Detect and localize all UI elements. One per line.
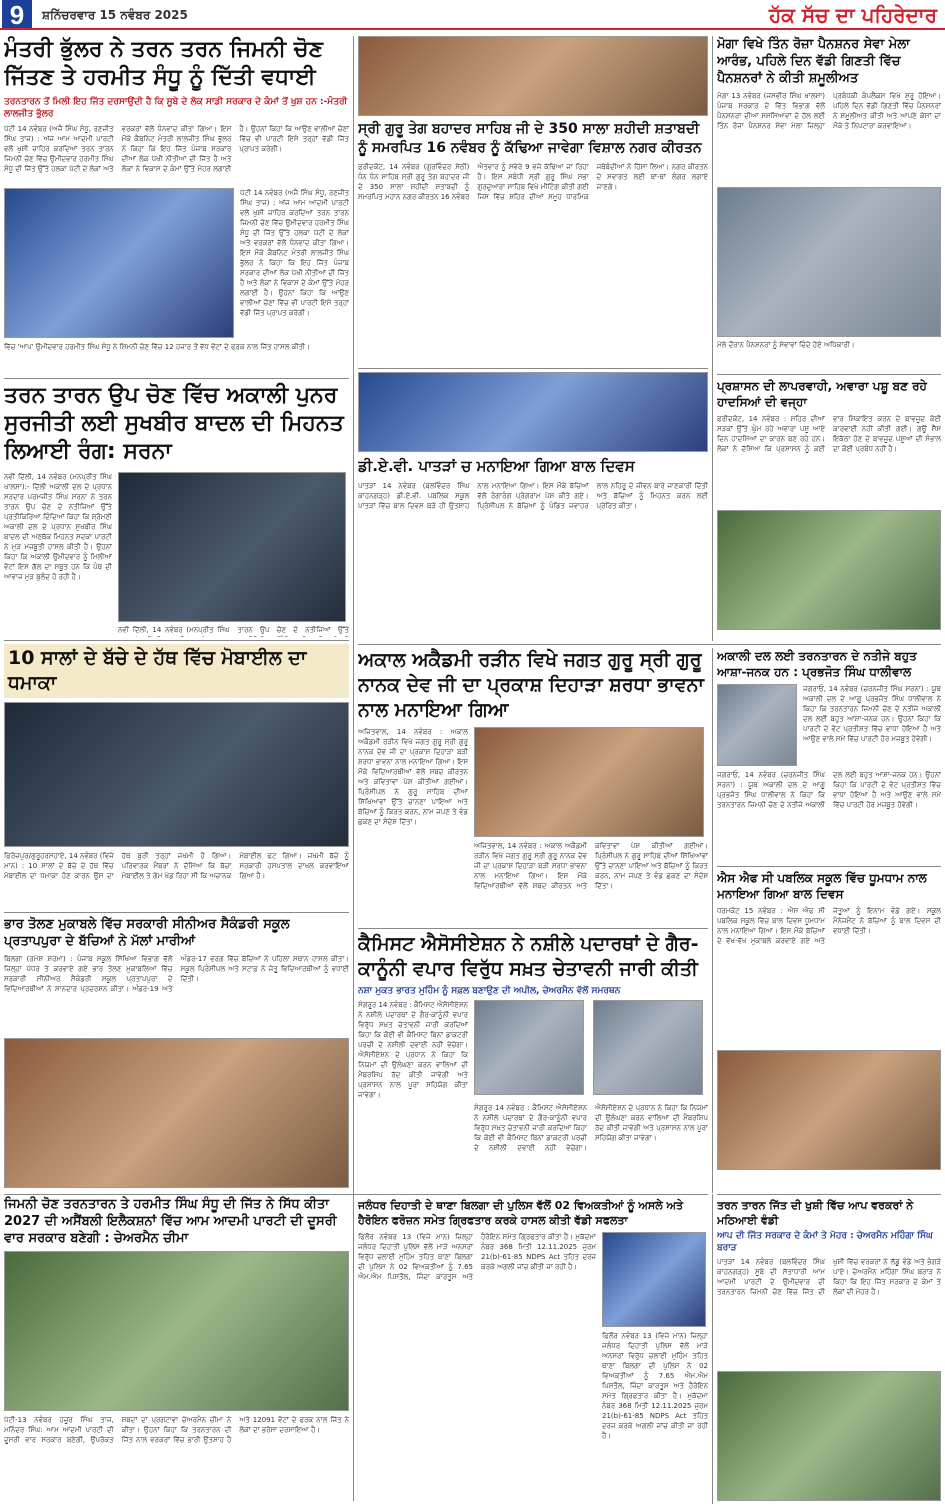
story-pensioner-mela bbox=[717, 36, 941, 371]
story-cheema-photo bbox=[4, 1251, 349, 1411]
story-aap-kicker: ਆਪ ਦੀ ਜਿੱਤ ਸਰਕਾਰ ਦੇ ਕੰਮਾਂ ਤੇ ਮੋਹਰ : ਚੇਅਰਮੈਨ ਮਹਿੰਗਾ ਸਿੰਘ ਬਰਾੜ bbox=[717, 1231, 933, 1253]
newspaper-logo bbox=[769, 0, 937, 30]
story-bhullar-body: ਪੱਟੀ 14 ਨਵੰਬਰ (ਅਜੈ ਸਿੰਘ ਸੰਧੂ, ਰਣਜੀਤ ਸਿੰਘ ਤਾਜ) : ਅੱਜ ਆਮ ਆਦਮੀ ਪਾਰਟੀ ਵਲੋਂ ਖੁਸ਼ੀ ਜ਼ਾਹਿਰ ਕਰਦਿਆਂ ਤਰਨ ਤਾਰਨ ਜਿਮਨੀ ਚੋਣ ਵਿੱਚ ਉਮੀਦਵਾਰ ਹਰਮੀਤ ਸਿੰਘ ਸੰਧੂ ਦੀ ਜਿੱਤ ਉੱਤੇ ਹਲਕਾ ਪੱਟੀ ਦੇ ਲੋਕਾਂ ਅਤੇ ਵਰਕਰਾਂ ਵੱਲੋਂ ਧੰਨਵਾਦ ਕੀਤਾ ਗਿਆ। ਇਸ ਮੌਕੇ ਕੈਬਨਿਟ ਮੰਤਰੀ ਲਾਲਜੀਤ ਸਿੰਘ ਭੁੱਲਰ ਨੇ ਕਿਹਾ ਕਿ ਇਹ ਜਿੱਤ ਪੰਜਾਬ ਸਰਕਾਰ ਦੀਆਂ ਲੋਕ ਪੱਖੀ ਨੀਤੀਆਂ ਦੀ ਜਿੱਤ ਹੈ ਅਤੇ ਲੋਕਾਂ ਨੇ ਵਿਕਾਸ ਦੇ ਕੰਮਾਂ ਉੱਤੇ ਮੋਹਰ ਲਗਾਈ ਹੈ। ਉਹਨਾਂ ਕਿਹਾ ਕਿ ਆਉਣ ਵਾਲੀਆਂ ਚੋਣਾਂ ਵਿੱਚ ਵੀ ਪਾਰਟੀ ਇਸੇ ਤਰ੍ਹਾਂ ਵੱਡੀ ਜਿੱਤ ਪ੍ਰਾਪਤ ਕਰੇਗੀ। bbox=[4, 125, 349, 173]
story-nagar-kirtan-headline: ਸ੍ਰੀ ਗੁਰੂ ਤੇਗ ਬਹਾਦਰ ਸਾਹਿਬ ਜੀ ਦੇ 350 ਸਾਲਾ ਸ਼ਹੀਦੀ ਸ਼ਤਾਬਦੀ ਨੂੰ ਸਮਰਪਿਤ 16 ਨਵੰਬਰ ਨੂੰ ਕੱਢਿਆ ਜਾਵੇਗਾ ਵਿਸ਼ਾਲ ਨਗਰ ਕੀਰਤਨ bbox=[358, 121, 702, 156]
story-cheema-body: ਪੱਟੀ-13 ਨਵੰਬਰ ਹਜ਼ੂਰ ਸਿੰਘ ਤਾਜ, ਮਨਿੰਦਰ ਸਿੰਘ: ਆਮ ਆਦਮੀ ਪਾਰਟੀ ਦੀ ਦੂਸਰੀ ਵਾਰ ਸਰਕਾਰ ਬਣੇਗੀ, ਉਪਰੋਕਤ ਸ਼ਬਦਾਂ ਦਾ ਪ੍ਰਗਟਾਵਾ ਚੇਅਰਮੈਨ ਚੀਮਾ ਨੇ ਕੀਤਾ। ਉਹਨਾਂ ਕਿਹਾ ਕਿ ਤਰਨਤਾਰਨ ਦੀ ਜਿੱਤ ਨਾਲ ਵਰਕਰਾਂ ਵਿੱਚ ਭਾਰੀ ਉਤਸ਼ਾਹ ਹੈ ਅਤੇ 12091 ਵੋਟਾਂ ਦੇ ਫਰਕ ਨਾਲ ਜਿੱਤ ਨੇ ਲੋਕਾਂ ਦਾ ਭਰੋਸਾ ਦਰਸਾਇਆ ਹੈ। bbox=[4, 1416, 349, 1444]
story-bhullar-caption: ਵਿੱਚ 'ਆਪ' ਉਮੀਦਵਾਰ ਹਰਮੀਤ ਸਿੰਘ ਸੰਧੂ ਨੇ ਸ਼ਿਮਨੀ ਚੋਣ ਵਿੱਚ 12 ਹਜ਼ਾਰ ਤੋਂ ਵੱਧ ਵੋਟਾਂ ਦੇ ਫਰਕ ਨਾਲ ਜਿੱਤ ਹਾਸਲ ਕੀਤੀ। bbox=[4, 343, 310, 351]
story-aap-body: ਪਾਤੜਾਂ 14 ਨਵੰਬਰ (ਬਲਵਿੰਦਰ ਸਿੰਘ ਕਾਹਨਗੜ੍ਹ) ਸੂਬੇ ਦੀ ਸੱਤਾਧਾਰੀ ਆਮ ਆਦਮੀ ਪਾਰਟੀ ਦੇ ਉਮੀਦਵਾਰ ਦੀ ਤਰਨਤਾਰਨ ਜ਼ਿਮਨੀ ਚੋਣ ਵਿੱਚ ਜਿੱਤ ਦੀ ਖੁਸ਼ੀ ਵਿੱਚ ਵਰਕਰਾਂ ਨੇ ਲੱਡੂ ਵੰਡੇ ਅਤੇ ਭੰਗੜੇ ਪਾਏ। ਚੇਅਰਮੈਨ ਮਹਿੰਗਾ ਸਿੰਘ ਬਰਾੜ ਨੇ ਕਿਹਾ ਕਿ ਇਹ ਜਿੱਤ ਸਰਕਾਰ ਦੇ ਕੰਮਾਂ ਤੇ ਲੋਕਾਂ ਦੀ ਮੋਹਰ ਹੈ। bbox=[717, 1258, 941, 1296]
story-police-body: ਫਿਲੌਰ ਨਵੰਬਰ 13 (ਵਿਜੇ ਮਾਨ) ਜ਼ਿਲ੍ਹਾ ਜਲੰਧਰ ਦਿਹਾਤੀ ਪੁਲਿਸ ਵੱਲੋਂ ਮਾੜੇ ਅਨਸਰਾਂ ਵਿਰੁੱਧ ਚਲਾਈ ਮੁਹਿੰਮ ਤਹਿਤ ਥਾਣਾ ਬਿਲਗਾ ਦੀ ਪੁਲਿਸ ਨੇ 02 ਵਿਅਕਤੀਆਂ ਨੂੰ 7.65 ਐਮ.ਐਮ ਪਿਸਤੌਲ, ਜਿੰਦਾ ਕਾਰਤੂਸ ਅਤੇ ਹੈਰੋਇਨ ਸਮੇਤ ਗ੍ਰਿਫਤਾਰ ਕੀਤਾ ਹੈ। ਮੁਕੱਦਮਾ ਨੰਬਰ 368 ਮਿਤੀ 12.11.2025 ਜੁਰਮ 21(b)-61-85 NDPS Act ਤਹਿਤ ਦਰਜ ਕਰਕੇ ਅਗਲੀ ਜਾਂਚ ਕੀਤੀ ਜਾ ਰਹੀ ਹੈ। bbox=[358, 1233, 596, 1281]
story-police-bilga bbox=[358, 1198, 708, 1502]
story-bhullar-kicker: ਤਰਨਤਾਰਨ ਤੋਂ ਮਿਲੀ ਇਹ ਜਿੱਤ ਦਰਸਾਉਂਦੀ ਹੈ ਕਿ ਸੂਬੇ ਦੇ ਲੋਕ ਸਾਡੀ ਸਰਕਾਰ ਦੇ ਕੰਮਾਂ ਤੋਂ ਖੁਸ਼ ਹਨ :-ਮੰਤਰੀ ਲਾਲਜੀਤ ਭੁੱਲਰ bbox=[4, 97, 348, 119]
story-bhullar-body-2: ਪੱਟੀ 14 ਨਵੰਬਰ (ਅਜੈ ਸਿੰਘ ਸੰਧੂ, ਰਣਜੀਤ ਸਿੰਘ ਤਾਜ) : ਅੱਜ ਆਮ ਆਦਮੀ ਪਾਰਟੀ ਵਲੋਂ ਖੁਸ਼ੀ ਜ਼ਾਹਿਰ ਕਰਦਿਆਂ ਤਰਨ ਤਾਰਨ ਜਿਮਨੀ ਚੋਣ ਵਿੱਚ ਉਮੀਦਵਾਰ ਹਰਮੀਤ ਸਿੰਘ ਸੰਧੂ ਦੀ ਜਿੱਤ ਉੱਤੇ ਹਲਕਾ ਪੱਟੀ ਦੇ ਲੋਕਾਂ ਅਤੇ ਵਰਕਰਾਂ ਵੱਲੋਂ ਧੰਨਵਾਦ ਕੀਤਾ ਗਿਆ। ਇਸ ਮੌਕੇ ਕੈਬਨਿਟ ਮੰਤਰੀ ਲਾਲਜੀਤ ਸਿੰਘ ਭੁੱਲਰ ਨੇ ਕਿਹਾ ਕਿ ਇਹ ਜਿੱਤ ਪੰਜਾਬ ਸਰਕਾਰ ਦੀਆਂ ਲੋਕ ਪੱਖੀ ਨੀਤੀਆਂ ਦੀ ਜਿੱਤ ਹੈ ਅਤੇ ਲੋਕਾਂ ਨੇ ਵਿਕਾਸ ਦੇ ਕੰਮਾਂ ਉੱਤੇ ਮੋਹਰ ਲਗਾਈ ਹੈ। ਉਹਨਾਂ ਕਿਹਾ ਕਿ ਆਉਣ ਵਾਲੀਆਂ ਚੋਣਾਂ ਵਿੱਚ ਵੀ ਪਾਰਟੀ ਇਸੇ ਤਰ੍ਹਾਂ ਵੱਡੀ ਜਿੱਤ ਪ੍ਰਾਪਤ ਕਰੇਗੀ। bbox=[240, 189, 349, 317]
story-dav-body: ਪਾਤੜਾਂ 14 ਨਵੰਬਰ (ਬਲਵਿੰਦਰ ਸਿੰਘ ਕਾਹਨਗੜ੍ਹ) ਡੀ.ਏ.ਵੀ. ਪਬਲਿਕ ਸਕੂਲ ਪਾਤੜਾਂ ਵਿੱਚ ਬਾਲ ਦਿਵਸ ਬੜੇ ਹੀ ਉਤਸ਼ਾਹ ਨਾਲ ਮਨਾਇਆ ਗਿਆ। ਇਸ ਮੌਕੇ ਬੱਚਿਆਂ ਵੱਲੋਂ ਰੰਗਾਰੰਗ ਪ੍ਰੋਗਰਾਮ ਪੇਸ਼ ਕੀਤੇ ਗਏ। ਪ੍ਰਿੰਸੀਪਲ ਨੇ ਬੱਚਿਆਂ ਨੂੰ ਪੰਡਿਤ ਜਵਾਹਰ ਲਾਲ ਨਹਿਰੂ ਦੇ ਜੀਵਨ ਬਾਰੇ ਜਾਣਕਾਰੀ ਦਿੱਤੀ ਅਤੇ ਬੱਚਿਆਂ ਨੂੰ ਮਿਹਨਤ ਕਰਨ ਲਈ ਪ੍ਰੇਰਿਤ ਕੀਤਾ। bbox=[358, 482, 708, 510]
brand-part-b: ਦਾ ਪਹਿਰੇਦਾਰ bbox=[835, 3, 937, 27]
story-dhaliwal-body: ਜਗਰਾਓਂ, 14 ਨਵੰਬਰ (ਚਰਨਜੀਤ ਸਿੰਘ ਸਰਨਾ) : ਯੂਥ ਅਕਾਲੀ ਦਲ ਦੇ ਆਗੂ ਪ੍ਰਭਜੋਤ ਸਿੰਘ ਧਾਲੀਵਾਲ ਨੇ ਕਿਹਾ ਕਿ ਤਰਨਤਾਰਨ ਜ਼ਿਮਨੀ ਚੋਣ ਦੇ ਨਤੀਜੇ ਅਕਾਲੀ ਦਲ ਲਈ ਬਹੁਤ ਆਸ਼ਾ-ਜਨਕ ਹਨ। ਉਹਨਾਂ ਕਿਹਾ ਕਿ ਪਾਰਟੀ ਦੇ ਵੋਟ ਪ੍ਰਤੀਸ਼ਤ ਵਿੱਚ ਵਾਧਾ ਹੋਇਆ ਹੈ ਅਤੇ ਆਉਣ ਵਾਲੇ ਸਮੇਂ ਵਿੱਚ ਪਾਰਟੀ ਹੋਰ ਮਜ਼ਬੂਤ ਹੋਵੇਗੀ। bbox=[803, 685, 941, 743]
story-police-photo bbox=[602, 1232, 706, 1327]
story-bhullar-photo bbox=[4, 188, 234, 338]
story-sarna-photo bbox=[118, 472, 346, 622]
story-sarna-headline: ਤਰਨ ਤਾਰਨ ਉਪ ਚੋਣ ਵਿੱਚ ਅਕਾਲੀ ਪੁਨਰ ਸੁਰਜੀਤੀ ਲਈ ਸੁਖਬੀਰ ਬਾਦਲ ਦੀ ਮਿਹਨਤ ਲਿਆਈ ਰੰਗ: ਸਰਨਾ bbox=[4, 383, 344, 464]
story-cheema-headline: ਜਿਮਨੀ ਚੋਣ ਤਰਨਤਾਰਨ ਤੇ ਹਰਮੀਤ ਸਿੰਘ ਸੰਧੂ ਦੀ ਜਿੱਤ ਨੇ ਸਿੱਧ ਕੀਤਾ 2027 ਦੀ ਅਸੈਂਬਲੀ ਇਲੈਕਸ਼ਨਾਂ ਵਿੱਚ ਆਮ ਆਦਮੀ ਪਾਰਟੀ ਦੀ ਦੂਸਰੀ ਵਾਰ ਸਰਕਾਰ ਬਣੇਗੀ : ਚੇਅਰਮੈਨ ਚੀਮਾ bbox=[4, 1197, 337, 1246]
story-dav-headline: ਡੀ.ਏ.ਵੀ. ਪਾਤੜਾਂ ਚ ਮਨਾਇਆ ਗਿਆ ਬਾਲ ਦਿਵਸ bbox=[358, 457, 635, 475]
story-aap-photo bbox=[717, 1371, 941, 1501]
story-bhullar bbox=[4, 36, 349, 376]
story-pensioner-headline: ਮੋਗਾ ਵਿਖੇ ਤਿੰਨ ਰੋਜ਼ਾ ਪੈਨਸ਼ਨਰ ਸੇਵਾ ਮੇਲਾ ਆਰੰਭ, ਪਹਿਲੇ ਦਿਨ ਵੱਡੀ ਗਿਣਤੀ ਵਿੱਚ ਪੈਨਸ਼ਨਰਾਂ ਨੇ ਕੀਤੀ ਸ਼ਮੂਲੀਅਤ bbox=[717, 37, 910, 86]
story-stray-cattle-headline: ਪ੍ਰਸ਼ਾਸਨ ਦੀ ਲਾਪਰਵਾਹੀ, ਅਵਾਰਾ ਪਸ਼ੂ ਬਣ ਰਹੇ ਹਾਦਸਿਆਂ ਦੀ ਵਜ੍ਹਾ bbox=[717, 379, 927, 409]
page-number: 9 bbox=[2, 0, 32, 30]
story-dav-photo bbox=[358, 372, 708, 452]
story-pensioner-photo bbox=[717, 187, 941, 337]
story-dhaliwal-body-2: ਜਗਰਾਓਂ, 14 ਨਵੰਬਰ (ਚਰਨਜੀਤ ਸਿੰਘ ਸਰਨਾ) : ਯੂਥ ਅਕਾਲੀ ਦਲ ਦੇ ਆਗੂ ਪ੍ਰਭਜੋਤ ਸਿੰਘ ਧਾਲੀਵਾਲ ਨੇ ਕਿਹਾ ਕਿ ਤਰਨਤਾਰਨ ਜ਼ਿਮਨੀ ਚੋਣ ਦੇ ਨਤੀਜੇ ਅਕਾਲੀ ਦਲ ਲਈ ਬਹੁਤ ਆਸ਼ਾ-ਜਨਕ ਹਨ। ਉਹਨਾਂ ਕਿਹਾ ਕਿ ਪਾਰਟੀ ਦੇ ਵੋਟ ਪ੍ਰਤੀਸ਼ਤ ਵਿੱਚ ਵਾਧਾ ਹੋਇਆ ਹੈ ਅਤੇ ਆਉਣ ਵਾਲੇ ਸਮੇਂ ਵਿੱਚ ਪਾਰਟੀ ਹੋਰ ਮਜ਼ਬੂਤ ਹੋਵੇਗੀ। bbox=[717, 771, 941, 809]
story-weightlifting bbox=[4, 916, 349, 1191]
story-nagar-kirtan bbox=[358, 36, 708, 366]
story-cheema bbox=[4, 1196, 349, 1504]
story-stray-cattle bbox=[717, 378, 941, 638]
story-sarna-body-2: ਨਵੀਂ ਦਿੱਲੀ, 14 ਨਵੰਬਰ (ਮਨਪ੍ਰੀਤ ਸਿੰਘ ਤਾਰਨ ਉਪ ਚੋਣ ਦੇ ਨਤੀਜਿਆਂ ਉੱਤੇ bbox=[118, 626, 349, 634]
story-nagar-kirtan-body: ਫ਼ਰੀਦਕੋਟ, 14 ਨਵੰਬਰ (ਗੁਰਵਿੰਦਰ ਸੇਠੀ) ਧੰਨ ਧੰਨ ਸਾਹਿਬ ਸ੍ਰੀ ਗੁਰੂ ਤੇਗ ਬਹਾਦਰ ਜੀ ਦੇ 350 ਸਾਲਾ ਸ਼ਹੀਦੀ ਸ਼ਤਾਬਦੀ ਨੂੰ ਸਮਰਪਿਤ ਮਹਾਨ ਨਗਰ ਕੀਰਤਨ 16 ਨਵੰਬਰ ਐਤਵਾਰ ਨੂੰ ਸਵੇਰੇ 9 ਵਜੇ ਕੱਢਿਆ ਜਾ ਰਿਹਾ ਹੈ। ਇਸ ਸਬੰਧੀ ਸ੍ਰੀ ਗੁਰੂ ਸਿੰਘ ਸਭਾ ਗੁਰਦੁਆਰਾ ਸਾਹਿਬ ਵਿਖੇ ਮੀਟਿੰਗ ਕੀਤੀ ਗਈ ਜਿਸ ਵਿੱਚ ਸ਼ਹਿਰ ਦੀਆਂ ਸਮੂਹ ਧਾਰਮਿਕ ਜਥੇਬੰਦੀਆਂ ਨੇ ਹਿੱਸਾ ਲਿਆ। ਨਗਰ ਕੀਰਤਨ ਦੇ ਸਵਾਗਤ ਲਈ ਥਾਂ-ਥਾਂ ਲੰਗਰ ਲਗਾਏ ਜਾਣਗੇ। bbox=[358, 163, 708, 201]
story-chemist bbox=[358, 932, 708, 1190]
story-stray-cattle-body: ਫਰੀਦਕੋਟ, 14 ਨਵੰਬਰ : ਸ਼ਹਿਰ ਦੀਆਂ ਸੜਕਾਂ ਉੱਤੇ ਘੁੰਮ ਰਹੇ ਅਵਾਰਾ ਪਸ਼ੂ ਆਏ ਦਿਨ ਹਾਦਸਿਆਂ ਦਾ ਕਾਰਨ ਬਣ ਰਹੇ ਹਨ। ਲੋਕਾਂ ਨੇ ਦੱਸਿਆ ਕਿ ਪ੍ਰਸ਼ਾਸਨ ਨੂੰ ਕਈ ਵਾਰ ਸ਼ਿਕਾਇਤ ਕਰਨ ਦੇ ਬਾਵਜੂਦ ਕੋਈ ਕਾਰਵਾਈ ਨਹੀਂ ਕੀਤੀ ਗਈ। ਗਊ ਸੈੱਸ ਇਕੱਠਾ ਹੋਣ ਦੇ ਬਾਵਜੂਦ ਪਸ਼ੂਆਂ ਦੀ ਸੰਭਾਲ ਦਾ ਕੋਈ ਪ੍ਰਬੰਧ ਨਹੀਂ ਹੈ। bbox=[717, 415, 941, 453]
story-weightlifting-headline: ਭਾਰ ਤੋਲਣ ਮੁਕਾਬਲੇ ਵਿੱਚ ਸਰਕਾਰੀ ਸੀਨੀਅਰ ਸੈਕੰਡਰੀ ਸਕੂਲ ਪ੍ਰਤਾਪਪੁਰਾ ਦੇ ਬੱਚਿਆਂ ਨੇ ਮੱਲਾਂ ਮਾਰੀਆਂ bbox=[4, 917, 290, 949]
story-akal-headline: ਅਕਾਲ ਅਕੈਡਮੀ ਰੜੀਨ ਵਿਖੇ ਜਗਤ ਗੁਰੂ ਸ੍ਰੀ ਗੁਰੂ ਨਾਨਕ ਦੇਵ ਜੀ ਦਾ ਪ੍ਰਕਾਸ਼ ਦਿਹਾੜਾ ਸ਼ਰਧਾ ਭਾਵਨਾ ਨਾਲ ਮਨਾਇਆ ਗਿਆ bbox=[358, 649, 704, 721]
story-mobile-blast-photo bbox=[4, 702, 349, 847]
story-sarna-body: ਨਵੀਂ ਦਿੱਲੀ, 14 ਨਵੰਬਰ (ਮਨਪ੍ਰੀਤ ਸਿੰਘ ਖਾਲਸਾ):- ਦਿੱਲੀ ਅਕਾਲੀ ਦਲ ਦੇ ਪ੍ਰਧਾਨ ਸਰਦਾਰ ਪਰਮਜੀਤ ਸਿੰਘ ਸਰਨਾ ਨੇ ਤਰਨ ਤਾਰਨ ਉਪ ਚੋਣ ਦੇ ਨਤੀਜਿਆਂ ਉੱਤੇ ਪ੍ਰਤੀਕਿਰਿਆ ਦਿੰਦਿਆਂ ਕਿਹਾ ਕਿ ਸ਼੍ਰੋਮਣੀ ਅਕਾਲੀ ਦਲ ਦੇ ਪ੍ਰਧਾਨ ਸੁਖਬੀਰ ਸਿੰਘ ਬਾਦਲ ਦੀ ਅਣਥੱਕ ਮਿਹਨਤ ਸਦਕਾ ਪਾਰਟੀ ਨੇ ਮੁੜ ਮਜ਼ਬੂਤੀ ਹਾਸਲ ਕੀਤੀ ਹੈ। ਉਹਨਾਂ ਕਿਹਾ ਕਿ ਅਕਾਲੀ ਉਮੀਦਵਾਰ ਨੂੰ ਮਿਲੀਆਂ ਵੋਟਾਂ ਇਸ ਗੱਲ ਦਾ ਸਬੂਤ ਹਨ ਕਿ ਪੰਥ ਦੀ ਆਵਾਜ਼ ਮੁੜ ਬੁਲੰਦ ਹੋ ਰਹੀ ਹੈ। bbox=[4, 473, 112, 581]
story-weightlifting-body: ਬਿਲਗਾ (ਰਮੇਸ਼ ਸ਼ਰਮਾ) : ਪੰਜਾਬ ਸਕੂਲ ਸਿੱਖਿਆ ਵਿਭਾਗ ਵੱਲੋਂ ਜ਼ਿਲ੍ਹਾ ਪੱਧਰ ਤੇ ਕਰਵਾਏ ਗਏ ਭਾਰ ਤੋਲਣ ਮੁਕਾਬਲਿਆਂ ਵਿੱਚ ਸਰਕਾਰੀ ਸੀਨੀਅਰ ਸੈਕੰਡਰੀ ਸਕੂਲ ਪ੍ਰਤਾਪਪੁਰਾ ਦੇ ਵਿਦਿਆਰਥੀਆਂ ਨੇ ਸ਼ਾਨਦਾਰ ਪ੍ਰਦਰਸ਼ਨ ਕੀਤਾ। ਅੰਡਰ-19 ਅਤੇ ਅੰਡਰ-17 ਵਰਗ ਵਿੱਚ ਬੱਚਿਆਂ ਨੇ ਪਹਿਲਾ ਸਥਾਨ ਹਾਸਲ ਕੀਤਾ। ਸਕੂਲ ਪ੍ਰਿੰਸੀਪਲ ਅਤੇ ਸਟਾਫ਼ ਨੇ ਜੇਤੂ ਵਿਦਿਆਰਥੀਆਂ ਨੂੰ ਵਧਾਈ ਦਿੱਤੀ। bbox=[4, 955, 349, 993]
story-dhaliwal-portrait bbox=[717, 684, 797, 766]
story-weightlifting-photo bbox=[4, 1038, 349, 1188]
story-sfc-school bbox=[717, 870, 941, 1190]
story-akal-photo bbox=[474, 727, 704, 837]
story-nagar-kirtan-photo bbox=[358, 36, 708, 116]
story-akal-academy bbox=[358, 648, 708, 926]
story-dav-children-day bbox=[358, 372, 708, 642]
chemist-portrait-2 bbox=[593, 1000, 703, 1095]
story-aap-headline: ਤਰਨ ਤਾਰਨ ਜਿੱਤ ਦੀ ਖੁਸ਼ੀ ਵਿੱਚ ਆਪ ਵਰਕਰਾਂ ਨੇ ਮਠਿਆਈ ਵੰਡੀ bbox=[717, 1199, 914, 1227]
story-sarna bbox=[4, 382, 349, 637]
story-police-body-2: ਫਿਲੌਰ ਨਵੰਬਰ 13 (ਵਿਜੇ ਮਾਨ) ਜ਼ਿਲ੍ਹਾ ਜਲੰਧਰ ਦਿਹਾਤੀ ਪੁਲਿਸ ਵੱਲੋਂ ਮਾੜੇ ਅਨਸਰਾਂ ਵਿਰੁੱਧ ਚਲਾਈ ਮੁਹਿੰਮ ਤਹਿਤ ਥਾਣਾ ਬਿਲਗਾ ਦੀ ਪੁਲਿਸ ਨੇ 02 ਵਿਅਕਤੀਆਂ ਨੂੰ 7.65 ਐਮ.ਐਮ ਪਿਸਤੌਲ, ਜਿੰਦਾ ਕਾਰਤੂਸ ਅਤੇ ਹੈਰੋਇਨ ਸਮੇਤ ਗ੍ਰਿਫਤਾਰ ਕੀਤਾ ਹੈ। ਮੁਕੱਦਮਾ ਨੰਬਰ 368 ਮਿਤੀ 12.11.2025 ਜੁਰਮ 21(b)-61-85 NDPS Act ਤਹਿਤ ਦਰਜ ਕਰਕੇ ਅਗਲੀ ਜਾਂਚ ਕੀਤੀ ਜਾ ਰਹੀ ਹੈ। bbox=[602, 1332, 708, 1440]
story-mobile-blast-headline: 10 ਸਾਲਾਂ ਦੇ ਬੱਚੇ ਦੇ ਹੱਥ ਵਿੱਚ ਮੋਬਾਈਲ ਦਾ ਧਮਾਕਾ bbox=[4, 644, 349, 698]
story-chemist-headline: ਕੈਮਿਸਟ ਐਸੋਸੀਏਸ਼ਨ ਨੇ ਨਸ਼ੀਲੇ ਪਦਾਰਥਾਂ ਦੇ ਗੈਰ-ਕਾਨੂੰਨੀ ਵਪਾਰ ਵਿਰੁੱਧ ਸਖ਼ਤ ਚੇਤਾਵਨੀ ਜਾਰੀ ਕੀਤੀ bbox=[358, 933, 699, 980]
story-chemist-body: ਸੰਗਰੂਰ 14 ਨਵੰਬਰ : ਕੈਮਿਸਟ ਐਸੋਸੀਏਸ਼ਨ ਨੇ ਨਸ਼ੀਲੇ ਪਦਾਰਥਾਂ ਦੇ ਗੈਰ-ਕਾਨੂੰਨੀ ਵਪਾਰ ਵਿਰੁੱਧ ਸਖ਼ਤ ਚੇਤਾਵਨੀ ਜਾਰੀ ਕਰਦਿਆਂ ਕਿਹਾ ਕਿ ਕੋਈ ਵੀ ਕੈਮਿਸਟ ਬਿਨਾਂ ਡਾਕਟਰੀ ਪਰਚੀ ਦੇ ਨਸ਼ੀਲੀ ਦਵਾਈ ਨਹੀਂ ਵੇਚੇਗਾ। ਐਸੋਸੀਏਸ਼ਨ ਦੇ ਪ੍ਰਧਾਨ ਨੇ ਕਿਹਾ ਕਿ ਨਿਯਮਾਂ ਦੀ ਉਲੰਘਣਾ ਕਰਨ ਵਾਲਿਆਂ ਦੀ ਮੈਂਬਰਸ਼ਿਪ ਰੱਦ ਕੀਤੀ ਜਾਵੇਗੀ ਅਤੇ ਪ੍ਰਸ਼ਾਸਨ ਨਾਲ ਪੂਰਾ ਸਹਿਯੋਗ ਕੀਤਾ ਜਾਵੇਗਾ। bbox=[358, 1001, 468, 1099]
story-bhullar-headline: ਮੰਤਰੀ ਭੁੱਲਰ ਨੇ ਤਰਨ ਤਰਨ ਜਿਮਨੀ ਚੋਣ ਜਿੱਤਣ ਤੇ ਹਰਮੀਤ ਸੰਧੂ ਨੂੰ ਦਿੱਤੀ ਵਧਾਈ bbox=[4, 37, 323, 90]
masthead bbox=[0, 0, 945, 30]
story-aap-celebration bbox=[717, 1198, 941, 1502]
issue-date: ਸ਼ਨਿੱਚਰਵਾਰ 15 ਨਵੰਬਰ 2025 bbox=[42, 8, 188, 22]
story-akal-body-2: ਅਜਿਤਵਾਲ, 14 ਨਵੰਬਰ : ਅਕਾਲ ਅਕੈਡਮੀ ਰੜੀਨ ਵਿਖੇ ਜਗਤ ਗੁਰੂ ਸ੍ਰੀ ਗੁਰੂ ਨਾਨਕ ਦੇਵ ਜੀ ਦਾ ਪ੍ਰਕਾਸ਼ ਦਿਹਾੜਾ ਬੜੀ ਸ਼ਰਧਾ ਭਾਵਨਾ ਨਾਲ ਮਨਾਇਆ ਗਿਆ। ਇਸ ਮੌਕੇ ਵਿਦਿਆਰਥੀਆਂ ਵੱਲੋਂ ਸ਼ਬਦ ਕੀਰਤਨ ਅਤੇ ਕਵਿਤਾਵਾਂ ਪੇਸ਼ ਕੀਤੀਆਂ ਗਈਆਂ। ਪ੍ਰਿੰਸੀਪਲ ਨੇ ਗੁਰੂ ਸਾਹਿਬ ਦੀਆਂ ਸਿੱਖਿਆਵਾਂ ਉੱਤੇ ਚਾਨਣਾ ਪਾਇਆ ਅਤੇ ਬੱਚਿਆਂ ਨੂੰ ਕਿਰਤ ਕਰਨ, ਨਾਮ ਜਪਣ ਤੇ ਵੰਡ ਛਕਣ ਦਾ ਸੰਦੇਸ਼ ਦਿੱਤਾ। bbox=[474, 842, 708, 890]
story-chemist-byline: ਨਸ਼ਾ ਮੁਕਤ ਭਾਰਤ ਮੁਹਿੰਮ ਨੂੰ ਸਫ਼ਲ ਬਣਾਉਣ ਦੀ ਅਪੀਲ, ਚੇਅਰਮੈਨ ਵੱਲੋਂ ਸਮਰਥਨ bbox=[358, 986, 621, 996]
story-akal-body: ਅਜਿਤਵਾਲ, 14 ਨਵੰਬਰ : ਅਕਾਲ ਅਕੈਡਮੀ ਰੜੀਨ ਵਿਖੇ ਜਗਤ ਗੁਰੂ ਸ੍ਰੀ ਗੁਰੂ ਨਾਨਕ ਦੇਵ ਜੀ ਦਾ ਪ੍ਰਕਾਸ਼ ਦਿਹਾੜਾ ਬੜੀ ਸ਼ਰਧਾ ਭਾਵਨਾ ਨਾਲ ਮਨਾਇਆ ਗਿਆ। ਇਸ ਮੌਕੇ ਵਿਦਿਆਰਥੀਆਂ ਵੱਲੋਂ ਸ਼ਬਦ ਕੀਰਤਨ ਅਤੇ ਕਵਿਤਾਵਾਂ ਪੇਸ਼ ਕੀਤੀਆਂ ਗਈਆਂ। ਪ੍ਰਿੰਸੀਪਲ ਨੇ ਗੁਰੂ ਸਾਹਿਬ ਦੀਆਂ ਸਿੱਖਿਆਵਾਂ ਉੱਤੇ ਚਾਨਣਾ ਪਾਇਆ ਅਤੇ ਬੱਚਿਆਂ ਨੂੰ ਕਿਰਤ ਕਰਨ, ਨਾਮ ਜਪਣ ਤੇ ਵੰਡ ਛਕਣ ਦਾ ਸੰਦੇਸ਼ ਦਿੱਤਾ। bbox=[358, 728, 468, 826]
story-pensioner-body: ਮੋਗਾ 13 ਨਵੰਬਰ (ਜਸਵੀਰ ਸਿੰਘ ਖਾਲਸਾ) ਪੰਜਾਬ ਸਰਕਾਰ ਦੇ ਵਿੱਤ ਵਿਭਾਗ ਵੱਲੋਂ ਪੈਨਸ਼ਨਰਾਂ ਦੀਆਂ ਸਮੱਸਿਆਵਾਂ ਦੇ ਹੱਲ ਲਈ ਤਿੰਨ ਰੋਜ਼ਾ ਪੈਨਸ਼ਨਰ ਸੇਵਾ ਮੇਲਾ ਜ਼ਿਲ੍ਹਾ ਪ੍ਰਬੰਧਕੀ ਕੰਪਲੈਕਸ ਵਿਖੇ ਸ਼ੁਰੂ ਹੋਇਆ। ਪਹਿਲੇ ਦਿਨ ਵੱਡੀ ਗਿਣਤੀ ਵਿੱਚ ਪੈਨਸ਼ਨਰਾਂ ਨੇ ਸ਼ਮੂਲੀਅਤ ਕੀਤੀ ਅਤੇ ਆਪਣੇ ਕੇਸਾਂ ਦਾ ਮੌਕੇ ਤੇ ਨਿਪਟਾਰਾ ਕਰਵਾਇਆ। bbox=[717, 92, 941, 130]
story-stray-cattle-photo bbox=[717, 510, 941, 630]
story-chemist-body-2: ਸੰਗਰੂਰ 14 ਨਵੰਬਰ : ਕੈਮਿਸਟ ਐਸੋਸੀਏਸ਼ਨ ਨੇ ਨਸ਼ੀਲੇ ਪਦਾਰਥਾਂ ਦੇ ਗੈਰ-ਕਾਨੂੰਨੀ ਵਪਾਰ ਵਿਰੁੱਧ ਸਖ਼ਤ ਚੇਤਾਵਨੀ ਜਾਰੀ ਕਰਦਿਆਂ ਕਿਹਾ ਕਿ ਕੋਈ ਵੀ ਕੈਮਿਸਟ ਬਿਨਾਂ ਡਾਕਟਰੀ ਪਰਚੀ ਦੇ ਨਸ਼ੀਲੀ ਦਵਾਈ ਨਹੀਂ ਵੇਚੇਗਾ। ਐਸੋਸੀਏਸ਼ਨ ਦੇ ਪ੍ਰਧਾਨ ਨੇ ਕਿਹਾ ਕਿ ਨਿਯਮਾਂ ਦੀ ਉਲੰਘਣਾ ਕਰਨ ਵਾਲਿਆਂ ਦੀ ਮੈਂਬਰਸ਼ਿਪ ਰੱਦ ਕੀਤੀ ਜਾਵੇਗੀ ਅਤੇ ਪ੍ਰਸ਼ਾਸਨ ਨਾਲ ਪੂਰਾ ਸਹਿਯੋਗ ਕੀਤਾ ਜਾਵੇਗਾ। bbox=[474, 1104, 708, 1152]
story-mobile-blast-body: ਫਿਰੋਜ਼ਪੁਰ/ਗੁਰੂਹਰਸਹਾਏ, 14 ਨਵੰਬਰ (ਵਿਜੇ ਮਾਨ) : 10 ਸਾਲਾਂ ਦੇ ਬੱਚੇ ਦੇ ਹੱਥ ਵਿੱਚ ਮੋਬਾਈਲ ਦਾ ਧਮਾਕਾ ਹੋਣ ਕਾਰਨ ਉਸ ਦਾ ਹੱਥ ਬੁਰੀ ਤਰ੍ਹਾਂ ਜ਼ਖਮੀ ਹੋ ਗਿਆ। ਪਰਿਵਾਰਕ ਮੈਂਬਰਾਂ ਨੇ ਦੱਸਿਆ ਕਿ ਬੱਚਾ ਮੋਬਾਈਲ ਤੇ ਗੇਮ ਖੇਡ ਰਿਹਾ ਸੀ ਕਿ ਅਚਾਨਕ ਮੋਬਾਈਲ ਫਟ ਗਿਆ। ਜ਼ਖਮੀ ਬੱਚੇ ਨੂੰ ਸਰਕਾਰੀ ਹਸਪਤਾਲ ਦਾਖਲ ਕਰਵਾਇਆ ਗਿਆ ਹੈ। bbox=[4, 852, 349, 880]
story-dhaliwal bbox=[717, 648, 941, 863]
story-mobile-blast bbox=[4, 644, 349, 909]
story-pensioner-caption: ਮੇਲੇ ਦੌਰਾਨ ਪੈਨਸ਼ਨਰਾਂ ਨੂੰ ਸੇਵਾਵਾਂ ਦਿੰਦੇ ਹੋਏ ਅਧਿਕਾਰੀ। bbox=[717, 341, 855, 349]
story-sfc-photo bbox=[717, 1050, 941, 1170]
story-police-headline: ਜਲੰਧਰ ਦਿਹਾਤੀ ਦੇ ਥਾਣਾ ਬਿਲਗਾ ਦੀ ਪੁਲਿਸ ਵੱਲੋਂ 02 ਵਿਅਕਤੀਆਂ ਨੂੰ ਅਸਲੇ ਅਤੇ ਹੈਰੋਇਨ ਫਰੋਜ਼ਨ ਸਮੇਤ ਗ੍ਰਿਫਤਾਰ ਕਰਕੇ ਹਾਸਲ ਕੀਤੀ ਵੱਡੀ ਸਫਲਤਾ bbox=[358, 1199, 683, 1227]
story-sfc-body: ਧਰਮਕੋਟ 15 ਨਵੰਬਰ : ਐਸ ਐਫ ਸੀ ਪਬਲਿਕ ਸਕੂਲ ਵਿੱਚ ਬਾਲ ਦਿਵਸ ਧੂਮਧਾਮ ਨਾਲ ਮਨਾਇਆ ਗਿਆ। ਇਸ ਮੌਕੇ ਬੱਚਿਆਂ ਦੇ ਵੱਖ-ਵੱਖ ਮੁਕਾਬਲੇ ਕਰਵਾਏ ਗਏ ਅਤੇ ਜੇਤੂਆਂ ਨੂੰ ਇਨਾਮ ਵੰਡੇ ਗਏ। ਸਕੂਲ ਮੈਨੇਜਮੈਂਟ ਨੇ ਬੱਚਿਆਂ ਨੂੰ ਬਾਲ ਦਿਵਸ ਦੀ ਵਧਾਈ ਦਿੱਤੀ। bbox=[717, 907, 941, 945]
brand-part-a: ਹੱਕ ਸੱਚ bbox=[769, 3, 836, 27]
story-dhaliwal-headline: ਅਕਾਲੀ ਦਲ ਲਈ ਤਰਨਤਾਰਨ ਦੇ ਨਤੀਜੇ ਬਹੁਤ ਆਸ਼ਾ-ਜਨਕ ਹਨ : ਪ੍ਰਭਜੋਤ ਸਿੰਘ ਧਾਲੀਵਾਲ bbox=[717, 649, 917, 679]
chemist-portrait-1 bbox=[474, 1000, 584, 1095]
story-sfc-headline: ਐਸ ਐਫ ਸੀ ਪਬਲਿਕ ਸਕੂਲ ਵਿੱਚ ਧੂਮਧਾਮ ਨਾਲ ਮਨਾਇਆ ਗਿਆ ਬਾਲ ਦਿਵਸ bbox=[717, 871, 927, 901]
